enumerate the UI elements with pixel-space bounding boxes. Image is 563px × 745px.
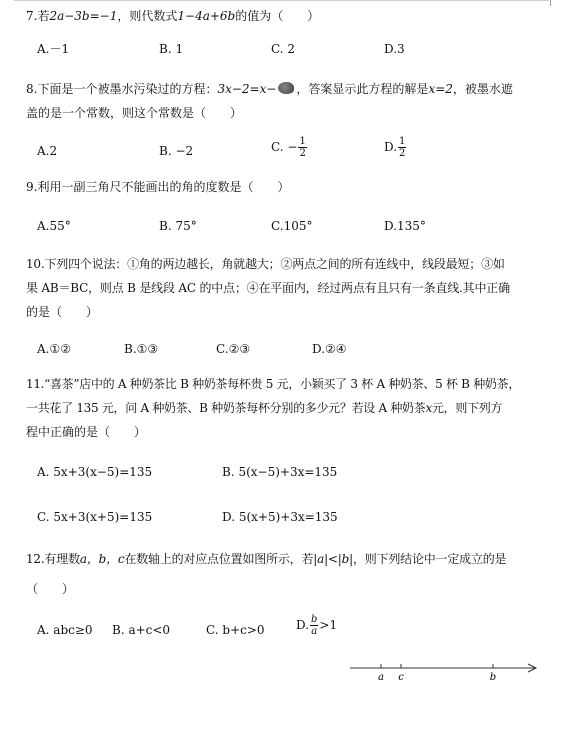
question-10-line1: 10.下列四个说法：①角的两边越长，角就越大；②两点之间的所有连线中，线段最短；③如 xyxy=(26,257,505,271)
q7-expr2: 1−4a+6b xyxy=(177,9,236,23)
q8-option-d-fraction: $\frac{1}{2}$ xyxy=(399,136,406,159)
q8-tail: ，被墨水遮 xyxy=(452,82,513,96)
question-11-line2: 一共花了 135 元，问 A 种奶茶、B 种奶茶每杯分别的多少元？若设 A 种奶茶x元，则下列方 xyxy=(26,401,503,415)
page-top-border xyxy=(14,0,549,1)
q10-option-b: B.①③ xyxy=(124,342,159,356)
q8-option-a: A.2 xyxy=(37,144,58,158)
q7-option-c: C. 2 xyxy=(271,42,296,56)
question-8-line2: 盖的是一个常数，则这个常数是（ ） xyxy=(26,106,243,120)
q12-option-d-fraction: $\frac{b}{a}$ xyxy=(311,614,318,637)
q7-option-b: B. 1 xyxy=(159,42,184,56)
q11-option-a: A. 5x+3(x−5)=135 xyxy=(37,465,153,479)
q8-suffix: ，答案显示此方程的解是 xyxy=(296,82,429,96)
q11-option-d: D. 5(x+5)+3x=135 xyxy=(222,510,338,524)
q8-prefix: 8.下面是一个被墨水污染过的方程： xyxy=(26,82,218,96)
q12-option-b: B. a+c<0 xyxy=(112,623,171,637)
q9-option-d: D.135° xyxy=(384,219,426,233)
q8-solution: x=2 xyxy=(428,82,453,96)
label-b: b xyxy=(489,672,497,683)
number-line-diagram xyxy=(350,660,540,690)
q7-prefix: 7.若 xyxy=(26,9,50,23)
q12-option-a: A. abc≥0 xyxy=(37,623,93,637)
question-11-line3: 程中正确的是（ ） xyxy=(26,425,147,439)
question-11-line1: 11.“喜茶”店中的 A 种奶茶比 B 种奶茶每杯贵 5 元，小颖买了 3 杯 A 种奶茶、5 杯 B 种奶茶， xyxy=(26,377,521,391)
question-10-line3: 的是（ ） xyxy=(26,305,99,319)
question-10-line2: 果 AB＝BC，则点 B 是线段 AC 的中点；④在平面内，经过两点有且只有一条直线.其中正确 xyxy=(26,281,510,295)
q8-option-c-fraction: $\frac{1}{2}$ xyxy=(299,136,306,159)
q9-option-a: A.55° xyxy=(37,219,71,233)
q8-option-c xyxy=(271,136,308,159)
q8-option-d xyxy=(384,136,407,159)
q8-option-d-label: D. xyxy=(384,140,398,154)
question-7 xyxy=(26,4,546,28)
question-9: 9.利用一副三角尺不能画出的角的度数是（ ） xyxy=(26,180,290,194)
ink-blot-icon xyxy=(278,82,294,94)
q12-option-d: D. $\frac{b}{a}$ >1 xyxy=(296,614,338,637)
q7-expr1: 2a−3b=−1 xyxy=(49,9,118,23)
q8-option-c-label: C. − xyxy=(271,140,298,154)
question-12-line2: （ ） xyxy=(26,582,75,596)
q11-option-b: B. 5(x−5)+3x=135 xyxy=(222,465,338,479)
q8-equation: 3x−2=x− xyxy=(217,82,277,96)
q7-option-d: D.3 xyxy=(384,42,405,56)
q7-mid: ，则代数式 xyxy=(117,9,178,23)
q11-option-c: C. 5x+3(x+5)=135 xyxy=(37,510,153,524)
q7-suffix: 的值为（ ） xyxy=(235,9,320,23)
q10-option-c: C.②③ xyxy=(216,342,251,356)
label-a: a xyxy=(378,672,384,683)
question-8-line1 xyxy=(26,77,546,101)
q10-option-a: A.①② xyxy=(37,342,71,356)
question-12-line1: 12.有理数a，b，c在数轴上的对应点位置如图所示，若|a|<|b|，则下列结论中一定成立的是 xyxy=(26,552,507,566)
q9-option-b: B. 75° xyxy=(159,219,197,233)
q9-option-c: C.105° xyxy=(271,219,313,233)
page-corner-mark xyxy=(550,0,557,6)
q10-option-d: D.②④ xyxy=(312,342,347,356)
q7-option-a: A.－1 xyxy=(37,42,70,56)
q12-option-c: C. b+c>0 xyxy=(206,623,265,637)
label-c: c xyxy=(398,672,404,683)
q8-option-b: B. −2 xyxy=(159,144,194,158)
